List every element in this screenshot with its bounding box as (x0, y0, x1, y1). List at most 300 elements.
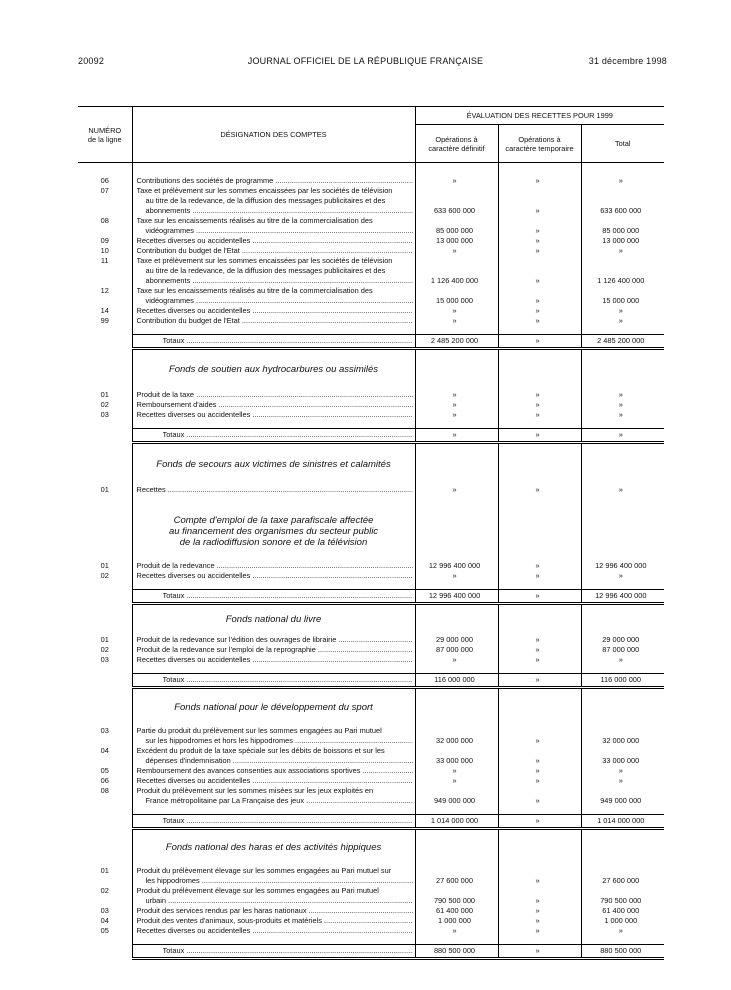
designation-line: Produit de la redevance sur l'édition des ouvrages de librairie ..... (137, 635, 413, 645)
temp-cell-value: » (535, 735, 540, 745)
designation-line: abonnements ..... (137, 276, 413, 286)
spacer-row (78, 495, 664, 503)
line-number: 01 (100, 866, 109, 875)
account-designation (132, 176, 415, 186)
publication-date: 31 décembre 1998 (588, 56, 667, 66)
line-number: 01 (100, 560, 109, 570)
line-number: 06 (100, 775, 109, 785)
temp-cell-value: » (535, 645, 540, 654)
line-number: 01 (100, 390, 109, 399)
total-cell (581, 256, 664, 286)
totals-row (78, 674, 664, 688)
table-row (78, 176, 664, 186)
totals-total-cell-value: 12 996 400 000 (595, 590, 647, 600)
def-cell (415, 635, 498, 645)
designation-line: Contribution du budget de l'Etat ..... (137, 246, 413, 256)
total-cell (581, 485, 664, 495)
totals-temp-cell (498, 429, 581, 443)
def-cell (415, 390, 498, 400)
temp-cell-value: » (535, 926, 540, 935)
empty-cell (78, 674, 132, 688)
temp-cell (498, 776, 581, 786)
def-header-line: Opérations à (435, 134, 478, 144)
empty-cell (78, 603, 132, 635)
total-cell-value: » (618, 484, 623, 494)
table-row (78, 926, 664, 936)
line-number: 09 (100, 235, 109, 245)
designation-line: les hippodromes ..... (137, 876, 413, 886)
def-cell (415, 316, 498, 326)
total-cell (581, 726, 664, 746)
account-designation (132, 866, 415, 886)
temp-cell (498, 886, 581, 906)
account-designation (132, 746, 415, 766)
designation-line: au titre de la redevance, de la diffusion des messages publicitaires et des (145, 265, 386, 275)
section-title-line: de la radiodiffusion sonore et de la télévision (179, 537, 368, 548)
totals-def-cell (415, 814, 498, 828)
designation-line: France métropolitaine par La Française des jeux ..... (137, 796, 413, 806)
account-designation (132, 561, 415, 571)
section-title-line: Fonds national des haras et des activités hippiques (165, 842, 382, 854)
designation-line: Excédent du produit de la taxe spéciale sur les débits de boissons et sur les (136, 745, 385, 755)
empty-cell (415, 163, 498, 176)
temp-cell-value: » (535, 765, 540, 775)
designation-line: Recettes diverses ou accidentelles ..... (137, 926, 413, 936)
designation-line: dépenses d'indemnisation ..... (137, 756, 413, 766)
empty-cell (498, 688, 581, 726)
empty-cell (78, 945, 132, 959)
temp-cell-value: » (535, 245, 540, 255)
table-row (78, 390, 664, 400)
account-designation (132, 926, 415, 936)
total-cell-value: » (618, 305, 623, 315)
account-designation (132, 786, 415, 806)
def-cell (415, 485, 498, 495)
totals-row (78, 334, 664, 348)
total-cell-value: 33 000 000 (602, 755, 640, 765)
total-cell-value: 633 600 000 (600, 205, 642, 215)
totals-def-cell (415, 589, 498, 603)
empty-cell (132, 581, 415, 590)
account-designation (132, 776, 415, 786)
def-header-line: caractère définitif (428, 143, 485, 153)
line-number: 05 (100, 926, 109, 935)
table-row (78, 655, 664, 665)
totals-total-cell-value: » (618, 430, 623, 439)
def-cell-value: 12 996 400 000 (428, 560, 481, 570)
account-designation (132, 485, 415, 495)
temp-cell (498, 655, 581, 665)
temp-cell-value: » (535, 410, 540, 419)
temp-cell-value: » (535, 205, 540, 215)
total-cell-value: 13 000 000 (602, 235, 640, 245)
temp-cell (498, 316, 581, 326)
totals-row (78, 589, 664, 603)
def-cell (415, 216, 498, 236)
numero-header-line: NUMÉRO (88, 125, 122, 135)
section-title (132, 688, 415, 726)
def-cell-value: 15 000 000 (436, 295, 473, 305)
account-designation (132, 246, 415, 256)
table-row (78, 886, 664, 906)
def-cell-value: » (452, 175, 457, 185)
designation-line: Contribution du budget de l'Etat ..... (137, 316, 413, 326)
table-row (78, 246, 664, 256)
def-cell (415, 926, 498, 936)
section-title-line: Fonds de secours aux victimes de sinistres et calamités (156, 458, 391, 470)
total-cell (581, 236, 664, 246)
totals-label-text: Totaux ..... (163, 590, 413, 602)
def-cell-value: » (452, 315, 457, 325)
total-cell (581, 916, 664, 926)
section-title-line: Fonds de soutien aux hydrocarbures ou assimilés (168, 364, 379, 376)
section-title (132, 163, 415, 176)
totals-total-cell (581, 945, 664, 959)
section-title-row (78, 828, 664, 866)
empty-cell (581, 326, 664, 335)
def-cell (415, 786, 498, 806)
totals-temp-cell-value: » (535, 430, 540, 439)
temp-cell-value: » (535, 775, 540, 785)
totals-label-text: Totaux ..... (163, 674, 413, 686)
def-cell-value: » (452, 245, 457, 255)
temp-cell (498, 410, 581, 420)
def-cell (415, 186, 498, 216)
page-number: 20092 (78, 56, 105, 66)
total-cell-value: » (618, 245, 623, 255)
totals-temp-cell (498, 945, 581, 959)
empty-cell (581, 959, 664, 961)
line-number: 14 (100, 305, 109, 315)
empty-cell (498, 581, 581, 590)
total-cell (581, 866, 664, 886)
section-title (132, 603, 415, 635)
table-row (78, 776, 664, 786)
empty-cell (415, 326, 498, 335)
empty-cell (498, 936, 581, 945)
empty-cell (132, 495, 415, 503)
total-cell (581, 645, 664, 655)
total-cell-value: » (618, 926, 623, 935)
totals-label (132, 814, 415, 828)
def-cell (415, 306, 498, 316)
account-designation (132, 635, 415, 645)
account-designation (132, 390, 415, 400)
def-cell (415, 766, 498, 776)
line-number: 07 (100, 185, 109, 195)
temp-cell-value: » (535, 570, 540, 580)
table-row (78, 746, 664, 766)
totals-row (78, 429, 664, 443)
def-cell (415, 286, 498, 306)
total-cell-value: 27 600 000 (602, 876, 640, 885)
totals-total-cell-value: 880 500 000 (600, 946, 642, 955)
def-cell-value: 27 600 000 (436, 876, 473, 885)
temp-cell (498, 571, 581, 581)
account-designation (132, 410, 415, 420)
empty-cell (498, 163, 581, 176)
def-cell-value: 633 600 000 (433, 205, 476, 215)
table-row (78, 410, 664, 420)
totals-total-cell-value: 116 000 000 (600, 675, 642, 684)
temp-cell (498, 286, 581, 306)
spacer-row (78, 806, 664, 815)
totals-def-cell-value: 2 485 200 000 (430, 335, 479, 345)
temp-cell-value: » (535, 916, 540, 925)
def-cell-value: 1 000 000 (438, 916, 471, 925)
def-cell-value: » (452, 765, 457, 775)
account-designation (132, 306, 415, 316)
designation-line: au titre de la redevance, de la diffusion des messages publicitaires et des (145, 195, 386, 205)
total-cell (581, 571, 664, 581)
account-designation (132, 571, 415, 581)
spacer-row (78, 581, 664, 590)
total-cell-value: 790 500 000 (600, 896, 642, 905)
designation-line: Partie du produit du prélèvement sur les sommes engagées au Pari mutuel (136, 725, 382, 735)
designation-line: Recettes diverses ou accidentelles ..... (137, 410, 413, 420)
total-cell (581, 186, 664, 216)
def-cell-value: » (452, 926, 457, 935)
def-cell (415, 561, 498, 571)
totals-def-cell-value: 12 996 400 000 (428, 590, 481, 600)
def-cell-value: 85 000 000 (436, 225, 473, 235)
empty-cell (415, 688, 498, 726)
empty-cell (581, 828, 664, 866)
line-number: 02 (100, 886, 109, 895)
total-cell (581, 216, 664, 236)
total-cell (581, 655, 664, 665)
totals-def-cell (415, 945, 498, 959)
total-cell-value: 15 000 000 (602, 295, 640, 305)
empty-cell (415, 420, 498, 429)
totals-temp-cell-value: » (535, 946, 540, 955)
temp-cell-value: » (535, 876, 540, 885)
account-designation (132, 886, 415, 906)
empty-cell (132, 959, 415, 961)
designation-line: abonnements ..... (137, 206, 413, 216)
section-title-row (78, 348, 664, 390)
temp-cell-value: » (535, 295, 540, 305)
temp-cell-value: » (535, 305, 540, 315)
temp-cell-value: » (535, 795, 540, 805)
empty-cell (581, 603, 664, 635)
empty-cell (415, 959, 498, 961)
empty-cell (581, 806, 664, 815)
account-designation (132, 906, 415, 916)
total-cell-value: 29 000 000 (602, 635, 640, 644)
empty-cell (415, 443, 498, 485)
empty-cell (78, 420, 132, 429)
line-number: 02 (100, 645, 109, 654)
totals-total-cell (581, 674, 664, 688)
def-cell-value: » (452, 570, 457, 580)
table-row (78, 645, 664, 655)
temp-cell (498, 645, 581, 655)
temp-header (498, 125, 581, 163)
totals-total-cell (581, 429, 664, 443)
totals-label (132, 429, 415, 443)
totals-def-cell-value: 116 000 000 (434, 675, 475, 684)
empty-cell (415, 581, 498, 590)
empty-cell (78, 326, 132, 335)
empty-cell (78, 959, 132, 961)
empty-cell (498, 665, 581, 674)
empty-cell (581, 163, 664, 176)
empty-cell (415, 348, 498, 390)
total-cell (581, 306, 664, 316)
empty-cell (415, 665, 498, 674)
total-cell-value: 949 000 000 (600, 795, 642, 805)
totals-row (78, 814, 664, 828)
empty-cell (581, 936, 664, 945)
def-cell-value: » (452, 400, 457, 409)
designation-line: vidéogrammes ..... (137, 296, 413, 306)
table-row (78, 400, 664, 410)
total-cell (581, 766, 664, 776)
temp-cell-value: » (535, 635, 540, 644)
designation-line: Produit de la redevance ..... (137, 561, 413, 571)
table-row (78, 786, 664, 806)
temp-header-line: caractère temporaire (505, 143, 574, 153)
designation-line: Recettes diverses ou accidentelles ..... (137, 306, 413, 316)
account-designation (132, 645, 415, 655)
designation-line: Taxe sur les encaissements réalisés au titre de la commercialisation des (136, 285, 373, 295)
totals-temp-cell (498, 334, 581, 348)
totals-total-cell-value: 1 014 000 000 (597, 815, 645, 825)
section-title-line: Fonds national pour le développement du sport (174, 701, 373, 713)
total-cell-value: » (618, 655, 623, 664)
empty-cell (415, 806, 498, 815)
evaluation-header: ÉVALUATION DES RECETTES POUR 1999 (415, 107, 664, 125)
table-row (78, 906, 664, 916)
empty-cell (78, 814, 132, 828)
def-cell-value: 32 000 000 (436, 735, 473, 745)
line-number: 04 (100, 916, 109, 925)
temp-cell (498, 176, 581, 186)
totals-label-text: Totaux ..... (163, 815, 413, 827)
line-number: 04 (100, 745, 109, 755)
temp-header-line: Opérations à (518, 134, 561, 144)
empty-cell (78, 163, 132, 176)
total-cell-value: 87 000 000 (602, 645, 640, 654)
def-cell (415, 746, 498, 766)
totals-temp-cell (498, 674, 581, 688)
designation-line: Produit de la redevance sur l'emploi de la reprographie ..... (137, 645, 413, 655)
def-cell (415, 655, 498, 665)
empty-cell (78, 828, 132, 866)
temp-cell (498, 746, 581, 766)
def-cell-value: » (452, 775, 457, 785)
empty-cell (132, 665, 415, 674)
temp-cell-value: » (535, 225, 540, 235)
totals-temp-cell-value: » (535, 675, 540, 684)
temp-cell-value: » (535, 484, 540, 494)
temp-cell (498, 246, 581, 256)
total-cell-value: » (618, 400, 623, 409)
designation-line: vidéogrammes ..... (137, 226, 413, 236)
designation-line: Produit des ventes d'animaux, sous-produits et matériels ..... (137, 916, 413, 926)
empty-cell (78, 936, 132, 945)
designation-line: urbain ..... (137, 896, 413, 906)
empty-cell (581, 443, 664, 485)
def-cell-value: 1 126 400 000 (430, 275, 479, 285)
def-cell (415, 776, 498, 786)
empty-cell (78, 688, 132, 726)
empty-cell (132, 420, 415, 429)
account-designation (132, 655, 415, 665)
designation-line: Produit du prélèvement sur les sommes misées sur les jeux exploités en (136, 785, 374, 795)
designation-line: Contributions des sociétés de programme ..... (137, 176, 413, 186)
empty-cell (415, 495, 498, 503)
empty-cell (78, 334, 132, 348)
line-number: 05 (100, 765, 109, 775)
total-cell (581, 176, 664, 186)
empty-cell (78, 429, 132, 443)
temp-cell (498, 400, 581, 410)
total-cell (581, 926, 664, 936)
spacer-row (78, 326, 664, 335)
empty-cell (498, 348, 581, 390)
def-cell-value: 29 000 000 (436, 635, 473, 644)
def-cell (415, 726, 498, 746)
temp-cell-value: » (535, 755, 540, 765)
temp-cell (498, 906, 581, 916)
designation-header: DÉSIGNATION DES COMPTES (132, 107, 415, 163)
line-number: 02 (100, 400, 109, 409)
account-designation (132, 766, 415, 776)
line-number: 06 (100, 175, 109, 185)
temp-cell (498, 186, 581, 216)
spacer-row (78, 420, 664, 429)
temp-cell (498, 726, 581, 746)
totals-label (132, 334, 415, 348)
section-title (132, 828, 415, 866)
section-title (132, 503, 415, 561)
designation-line: Recettes diverses ou accidentelles ..... (137, 776, 413, 786)
designation-line: Produit de la taxe ..... (137, 390, 413, 400)
empty-cell (78, 495, 132, 503)
account-designation (132, 236, 415, 246)
def-cell (415, 236, 498, 246)
table-row (78, 306, 664, 316)
temp-cell-value: » (535, 896, 540, 905)
empty-cell (498, 420, 581, 429)
def-cell-value: 949 000 000 (433, 795, 476, 805)
line-number: 12 (100, 285, 109, 295)
empty-cell (78, 348, 132, 390)
total-cell (581, 410, 664, 420)
totals-label (132, 589, 415, 603)
account-designation (132, 286, 415, 306)
temp-cell-value: » (535, 400, 540, 409)
temp-cell-value: » (535, 560, 540, 570)
temp-cell (498, 766, 581, 776)
designation-line: Produit du prélèvement élevage sur les sommes engagées au Pari mutuel (136, 886, 379, 895)
def-cell-value: 33 000 000 (436, 755, 473, 765)
table-row (78, 236, 664, 246)
empty-cell (581, 688, 664, 726)
totals-temp-cell-value: » (535, 815, 540, 825)
section-title-row (78, 163, 664, 176)
temp-cell (498, 926, 581, 936)
empty-cell (78, 806, 132, 815)
temp-cell-value: » (535, 390, 540, 399)
totals-total-cell (581, 334, 664, 348)
total-cell-value: » (618, 315, 623, 325)
designation-line: Taxe sur les encaissements réalisés au titre de la commercialisation des (136, 215, 373, 225)
empty-cell (78, 503, 132, 561)
total-cell (581, 886, 664, 906)
